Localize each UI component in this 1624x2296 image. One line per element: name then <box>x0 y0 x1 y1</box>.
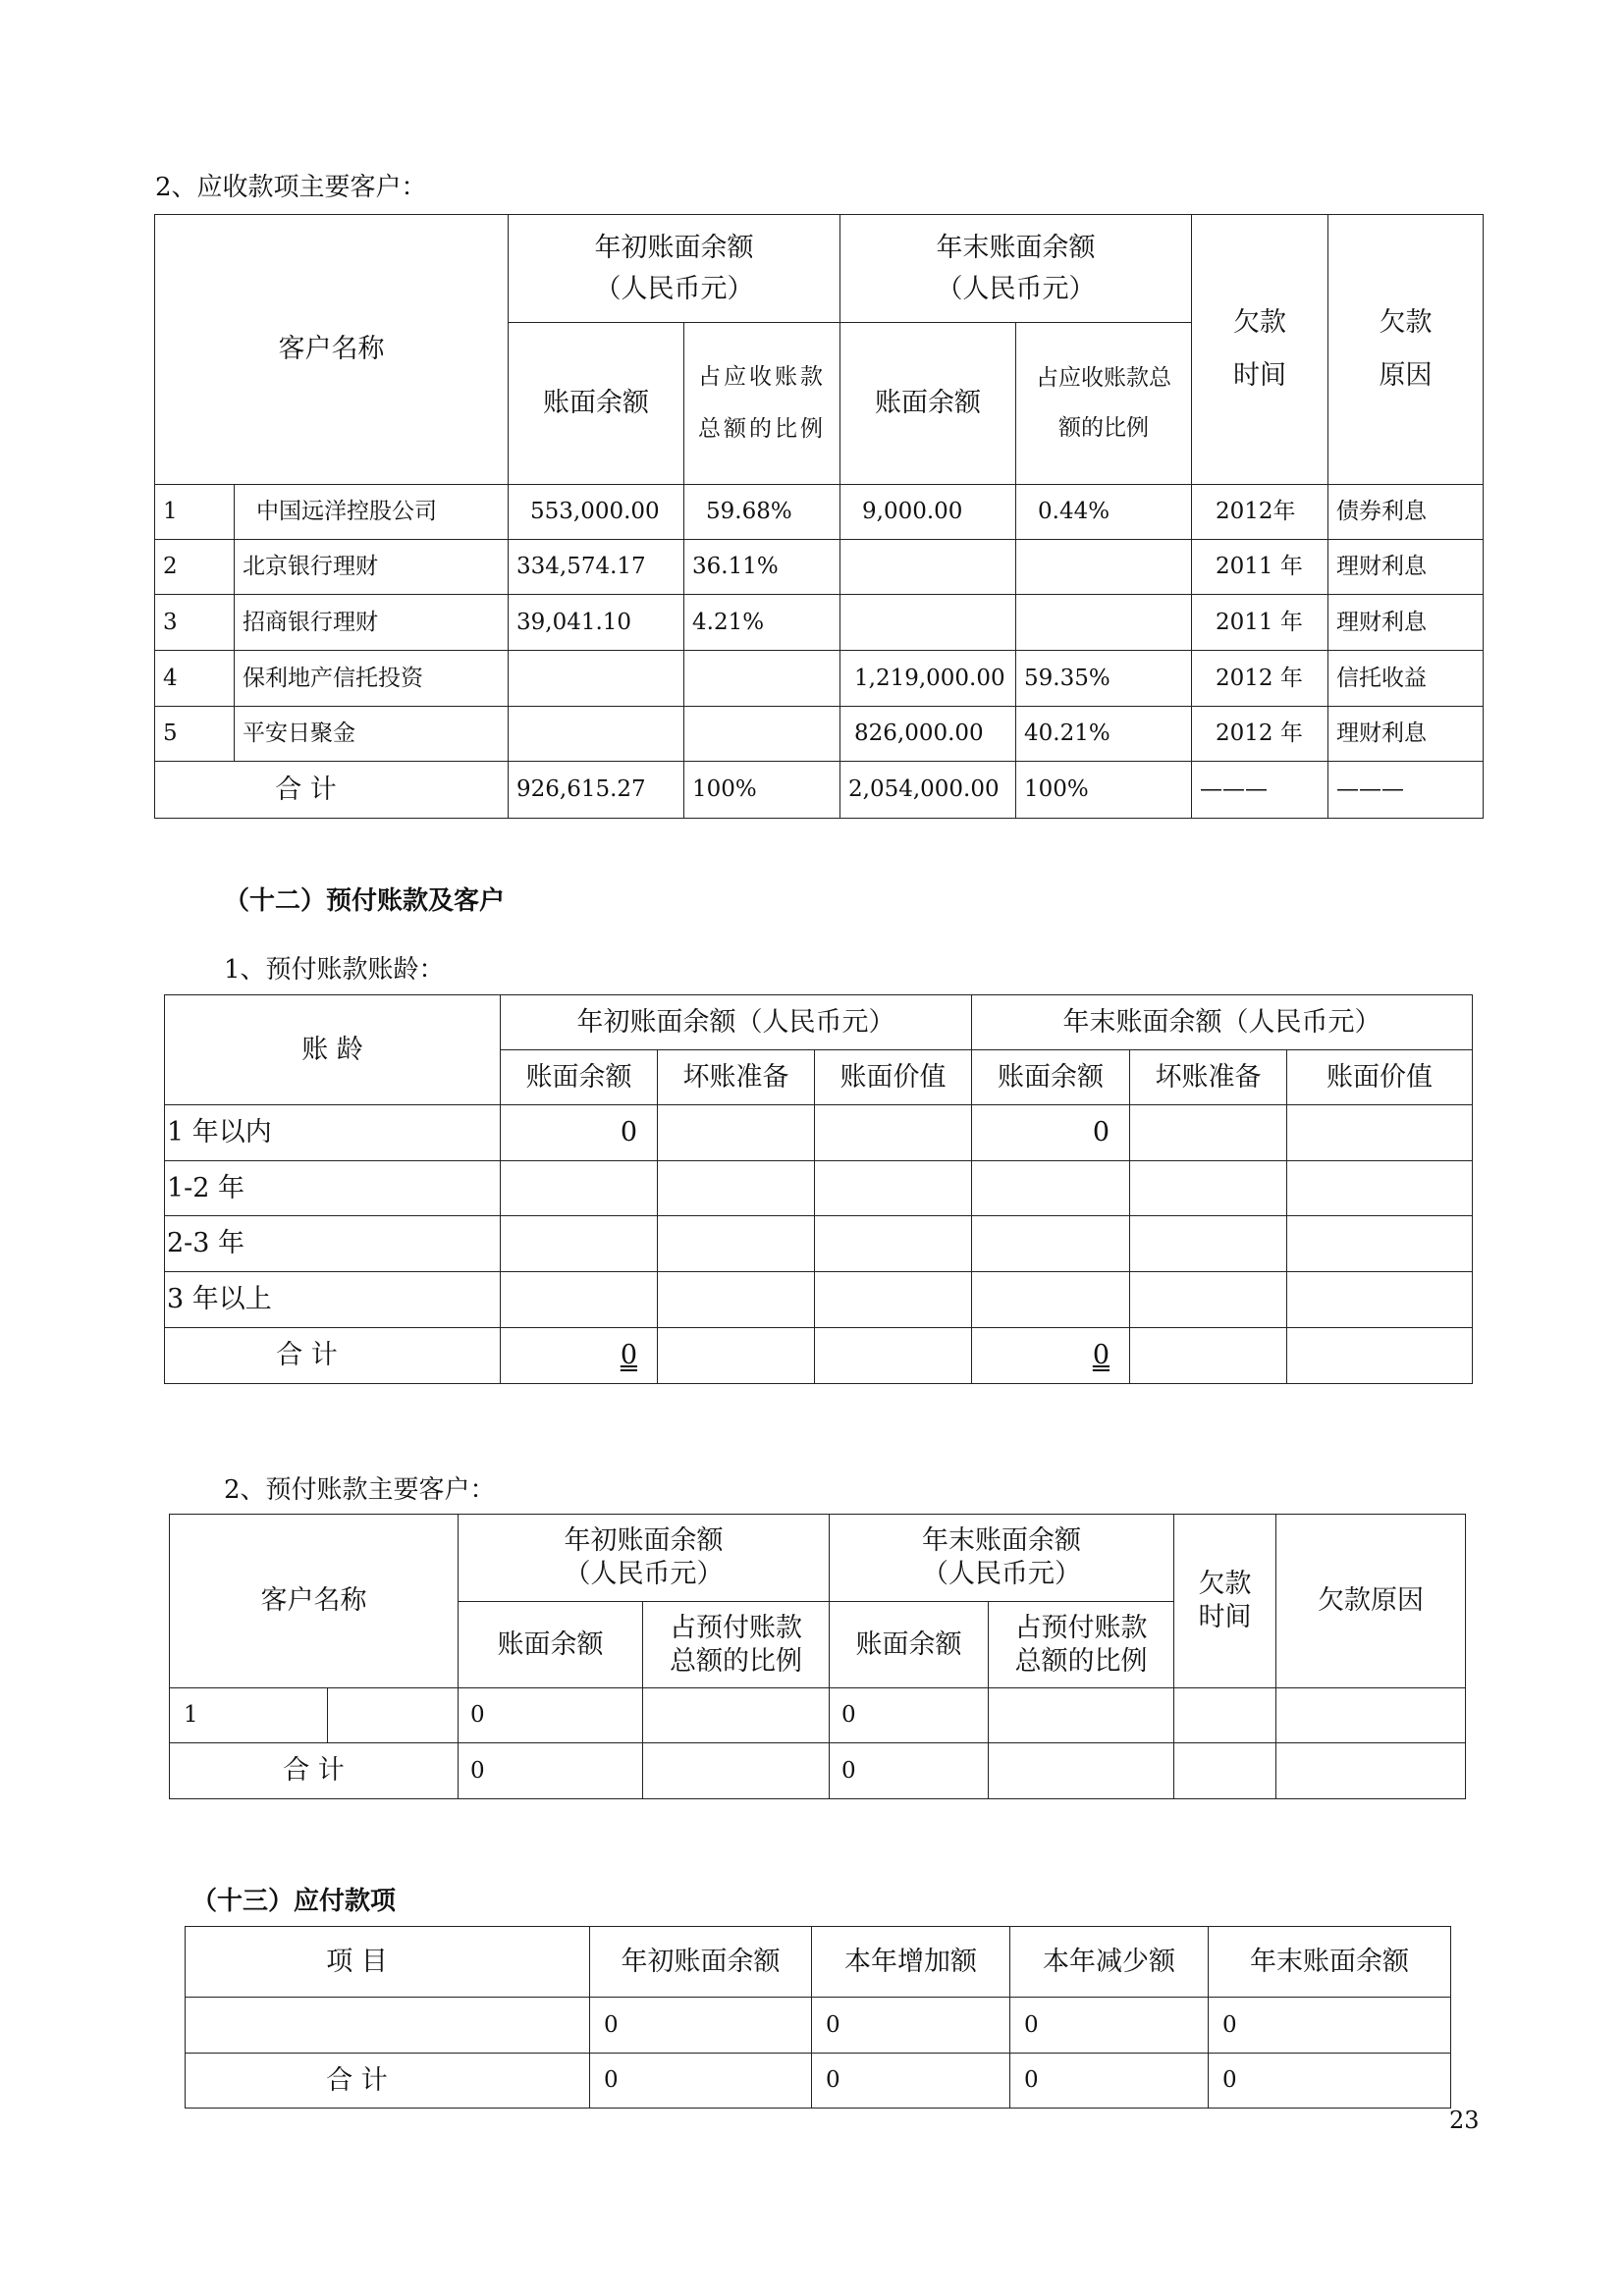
total-value: 0 <box>1209 2054 1451 2109</box>
header-begin-line1: 年初账面余额 <box>564 1525 724 1557</box>
total-label: 合 计 <box>155 762 509 819</box>
total-end-ratio <box>989 1743 1174 1799</box>
header-begin-balance <box>509 215 840 323</box>
total-begin-amount: 0 <box>459 1743 643 1799</box>
row-end-ratio: 0.44% <box>1016 485 1192 540</box>
row-age-label: 1-2 年 <box>165 1161 501 1216</box>
header-book-balance-end: 账面余额 <box>830 1602 989 1688</box>
row-due-time <box>1174 1688 1276 1743</box>
total-end-amount: 2,054,000.00 <box>840 762 1016 819</box>
header-due-time: 欠款时间 <box>1192 215 1328 485</box>
header-begin-balance: 年初账面余额（人民币元） <box>501 995 972 1050</box>
header-book-balance: 账面余额 <box>459 1602 643 1688</box>
total-value <box>1130 1328 1287 1384</box>
row-customer: 北京银行理财 <box>235 540 509 595</box>
row-due-time: 2012 年 <box>1192 651 1328 707</box>
row-due-time: 2012 年 <box>1192 707 1328 762</box>
total-due-reason: ——— <box>1328 762 1484 819</box>
receivables-customers-heading: 2、应收款项主要客户： <box>155 173 427 202</box>
header-decrease: 本年减少额 <box>1010 1927 1209 1998</box>
row-end-amount: 9,000.00 <box>840 485 1016 540</box>
row-no: 4 <box>155 651 235 707</box>
header-book-balance: 账面余额 <box>501 1050 658 1105</box>
total-label: 合 计 <box>186 2054 590 2109</box>
payables-section-title: （十三）应付款项 <box>191 1887 397 1916</box>
header-due-reason: 欠款原因 <box>1328 215 1484 485</box>
row-begin-ratio <box>684 707 840 762</box>
row-end-ratio <box>1016 595 1192 651</box>
total-begin-ratio <box>643 1743 830 1799</box>
row-customer: 中国远洋控股公司 <box>235 485 509 540</box>
row-value: 0 <box>812 1998 1010 2054</box>
row-due-time: 2012年 <box>1192 485 1328 540</box>
header-ratio-end: 占应收账款总额的比例 <box>1016 323 1192 485</box>
header-begin-line1: 年初账面余额 <box>594 232 754 263</box>
row-value <box>1130 1272 1287 1328</box>
row-value <box>1287 1216 1473 1272</box>
row-begin-amount: 0 <box>459 1688 643 1743</box>
header-ratio-end: 占预付账款总额的比例 <box>989 1602 1174 1688</box>
row-due-reason: 信托收益 <box>1328 651 1484 707</box>
row-customer: 平安日聚金 <box>235 707 509 762</box>
total-value <box>815 1328 972 1384</box>
row-no: 2 <box>155 540 235 595</box>
row-value: 0 <box>972 1105 1130 1161</box>
row-begin-ratio: 4.21% <box>684 595 840 651</box>
row-end-amount <box>840 540 1016 595</box>
row-begin-amount: 39,041.10 <box>509 595 684 651</box>
prepayments-section-title: （十二）预付账款及客户 <box>224 886 506 916</box>
header-increase: 本年增加额 <box>812 1927 1010 1998</box>
header-end-balance: 年末账面余额（人民币元） <box>972 995 1473 1050</box>
header-customer-name: 客户名称 <box>155 215 509 485</box>
row-value <box>972 1272 1130 1328</box>
header-begin-balance: 年初账面余额 <box>590 1927 812 1998</box>
row-customer: 招商银行理财 <box>235 595 509 651</box>
row-end-amount <box>840 595 1016 651</box>
header-item: 项 目 <box>186 1927 590 1998</box>
header-end-balance: 年末账面余额 <box>1209 1927 1451 1998</box>
prepayments-customers-heading: 2、预付账款主要客户： <box>224 1475 496 1505</box>
table-row <box>155 651 1484 707</box>
row-customer: 保利地产信托投资 <box>235 651 509 707</box>
total-due-time <box>1174 1743 1276 1799</box>
total-label: 合 计 <box>165 1328 501 1384</box>
header-ratio-begin: 占应收账款总额的比例 <box>684 323 840 485</box>
total-value: 0 <box>1092 1340 1110 1371</box>
row-end-amount: 826,000.00 <box>840 707 1016 762</box>
header-book-balance-end: 账面余额 <box>972 1050 1130 1105</box>
row-value <box>1130 1105 1287 1161</box>
row-age-label: 3 年以上 <box>165 1272 501 1328</box>
total-end-amount: 0 <box>830 1743 989 1799</box>
row-no: 5 <box>155 707 235 762</box>
row-end-amount: 1,219,000.00 <box>840 651 1016 707</box>
row-value <box>1287 1272 1473 1328</box>
prepayments-aging-table <box>164 994 1473 1384</box>
row-value <box>1130 1216 1287 1272</box>
total-begin-ratio: 100% <box>684 762 840 819</box>
row-begin-amount: 334,574.17 <box>509 540 684 595</box>
total-end-ratio: 100% <box>1016 762 1192 819</box>
table-row <box>186 1998 1451 2054</box>
row-value: 0 <box>1209 1998 1451 2054</box>
header-due-time: 欠款时间 <box>1174 1515 1276 1688</box>
row-value: 0 <box>1010 1998 1209 2054</box>
row-end-amount: 0 <box>830 1688 989 1743</box>
row-age-label: 1 年以内 <box>165 1105 501 1161</box>
total-value: 0 <box>620 1340 637 1371</box>
row-value <box>501 1272 658 1328</box>
row-value <box>815 1105 972 1161</box>
table-row <box>165 1216 1473 1272</box>
header-end-line1: 年末账面余额 <box>922 1525 1081 1557</box>
header-book-balance-begin: 账面余额 <box>509 323 684 485</box>
row-begin-ratio <box>643 1688 830 1743</box>
table-row <box>155 540 1484 595</box>
row-begin-ratio <box>684 651 840 707</box>
header-end-line1: 年末账面余额 <box>936 232 1096 263</box>
row-no: 1 <box>170 1688 328 1743</box>
total-row <box>170 1743 1466 1799</box>
total-due-reason <box>1276 1743 1466 1799</box>
row-value <box>972 1161 1130 1216</box>
row-value <box>658 1105 815 1161</box>
row-due-time: 2011 年 <box>1192 595 1328 651</box>
header-bad-debt-end: 坏账准备 <box>1130 1050 1287 1105</box>
row-value <box>501 1161 658 1216</box>
prepayments-aging-heading: 1、预付账款账龄： <box>224 955 445 985</box>
total-value: 0 <box>590 2054 812 2109</box>
total-value <box>658 1328 815 1384</box>
row-due-reason: 债券利息 <box>1328 485 1484 540</box>
header-end-balance <box>840 215 1192 323</box>
header-begin-line2: （人民币元） <box>594 273 754 304</box>
header-customer-name: 客户名称 <box>170 1515 459 1688</box>
row-value: 0 <box>590 1998 812 2054</box>
row-due-reason: 理财利息 <box>1328 707 1484 762</box>
row-value <box>1130 1161 1287 1216</box>
row-no: 3 <box>155 595 235 651</box>
total-row <box>155 762 1484 819</box>
row-begin-amount <box>509 651 684 707</box>
row-begin-ratio: 36.11% <box>684 540 840 595</box>
row-due-reason: 理财利息 <box>1328 595 1484 651</box>
row-age-label: 2-3 年 <box>165 1216 501 1272</box>
page-number: 23 <box>1449 2107 1480 2134</box>
table-row <box>165 1161 1473 1216</box>
row-begin-ratio: 59.68% <box>684 485 840 540</box>
row-value <box>815 1161 972 1216</box>
row-value <box>815 1216 972 1272</box>
table-row <box>170 1688 1466 1743</box>
row-end-ratio <box>989 1688 1174 1743</box>
header-book-value-end: 账面价值 <box>1287 1050 1473 1105</box>
row-begin-amount: 553,000.00 <box>509 485 684 540</box>
row-customer <box>328 1688 459 1743</box>
row-begin-amount <box>509 707 684 762</box>
total-due-time: ——— <box>1192 762 1328 819</box>
row-no: 1 <box>155 485 235 540</box>
row-item <box>186 1998 590 2054</box>
row-value <box>658 1216 815 1272</box>
row-value <box>658 1272 815 1328</box>
header-end-balance <box>830 1515 1174 1602</box>
row-value <box>1287 1105 1473 1161</box>
total-value: 0 <box>1010 2054 1209 2109</box>
row-due-reason <box>1276 1688 1466 1743</box>
total-row <box>186 2054 1451 2109</box>
header-book-balance-end: 账面余额 <box>840 323 1016 485</box>
row-value <box>972 1216 1130 1272</box>
row-value <box>501 1216 658 1272</box>
row-value <box>1287 1161 1473 1216</box>
table-row <box>165 1105 1473 1161</box>
row-value: 0 <box>501 1105 658 1161</box>
prepayments-customers-table <box>169 1514 1466 1799</box>
row-value <box>658 1161 815 1216</box>
header-begin-line2: （人民币元） <box>564 1559 724 1589</box>
total-begin-amount: 926,615.27 <box>509 762 684 819</box>
header-book-value: 账面价值 <box>815 1050 972 1105</box>
header-end-line2: （人民币元） <box>922 1559 1081 1589</box>
row-end-ratio <box>1016 540 1192 595</box>
header-end-line2: （人民币元） <box>936 273 1096 304</box>
table-row <box>165 1272 1473 1328</box>
header-begin-balance <box>459 1515 830 1602</box>
total-row <box>165 1328 1473 1384</box>
total-value: 0 <box>812 2054 1010 2109</box>
header-due-reason: 欠款原因 <box>1276 1515 1466 1688</box>
table-row <box>155 707 1484 762</box>
table-row <box>155 595 1484 651</box>
table-row <box>155 485 1484 540</box>
row-due-reason: 理财利息 <box>1328 540 1484 595</box>
header-ratio: 占预付账款总额的比例 <box>643 1602 830 1688</box>
row-due-time: 2011 年 <box>1192 540 1328 595</box>
payables-table <box>185 1926 1451 2109</box>
row-end-ratio: 59.35% <box>1016 651 1192 707</box>
total-value <box>1287 1328 1473 1384</box>
header-bad-debt: 坏账准备 <box>658 1050 815 1105</box>
row-value <box>815 1272 972 1328</box>
row-end-ratio: 40.21% <box>1016 707 1192 762</box>
receivables-customers-table <box>154 214 1484 819</box>
total-label: 合 计 <box>170 1743 459 1799</box>
header-age: 账 龄 <box>165 995 501 1105</box>
